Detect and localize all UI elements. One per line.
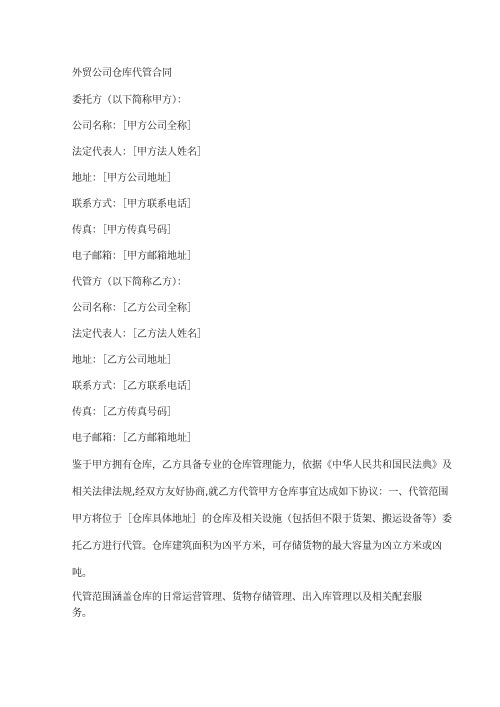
party-b-contact: 联系方式：［乙方联系电话］ xyxy=(72,381,197,392)
party-a-company: 公司名称：［甲方公司全称］ xyxy=(72,121,197,132)
party-b-email: 电子邮箱：［乙方邮箱地址］ xyxy=(72,433,197,444)
intro-line-3: 甲方将位于［仓库具体地址］的仓库及相关设施（包括但不限于货架、搬运设备等）委 xyxy=(72,514,452,525)
intro-line-2: 相关法律法规,经双方友好协商,就乙方代管甲方仓库事宜达成如下协议：一、代管范围 xyxy=(72,487,449,498)
party-a-contact: 联系方式：［甲方联系电话］ xyxy=(72,199,197,210)
party-b-heading: 代管方（以下简称乙方）： xyxy=(72,277,187,288)
party-a-email: 电子邮箱：［甲方邮箱地址］ xyxy=(72,251,197,262)
scope-line-2: 务。 xyxy=(72,608,92,619)
party-a-fax: 传真：［甲方传真号码］ xyxy=(72,225,177,236)
party-a-heading: 委托方（以下简称甲方）： xyxy=(72,95,187,106)
party-a-address: 地址：［甲方公司地址］ xyxy=(72,173,177,184)
party-a-representative: 法定代表人：［甲方法人姓名］ xyxy=(72,147,207,158)
scope-line-1: 代管范围涵盖仓库的日常运营管理、货物存储管理、出入库管理以及相关配套服 xyxy=(72,592,422,603)
intro-line-4: 托乙方进行代管。仓库建筑面积为凶平方米，可存储货物的最大容量为凶立方米或凶 xyxy=(72,541,442,552)
intro-line-1: 鉴于甲方拥有仓库，乙方具备专业的仓库管理能力，依据《中华人民共和国民法典》及 xyxy=(72,460,452,471)
party-b-fax: 传真：［乙方传真号码］ xyxy=(72,407,177,418)
party-b-company: 公司名称：［乙方公司全称］ xyxy=(72,303,197,314)
intro-line-5: 吨。 xyxy=(72,568,92,579)
party-b-address: 地址：［乙方公司地址］ xyxy=(72,355,177,366)
party-b-representative: 法定代表人：［乙方法人姓名］ xyxy=(72,329,207,340)
document-title: 外贸公司仓库代管合同 xyxy=(72,68,172,79)
